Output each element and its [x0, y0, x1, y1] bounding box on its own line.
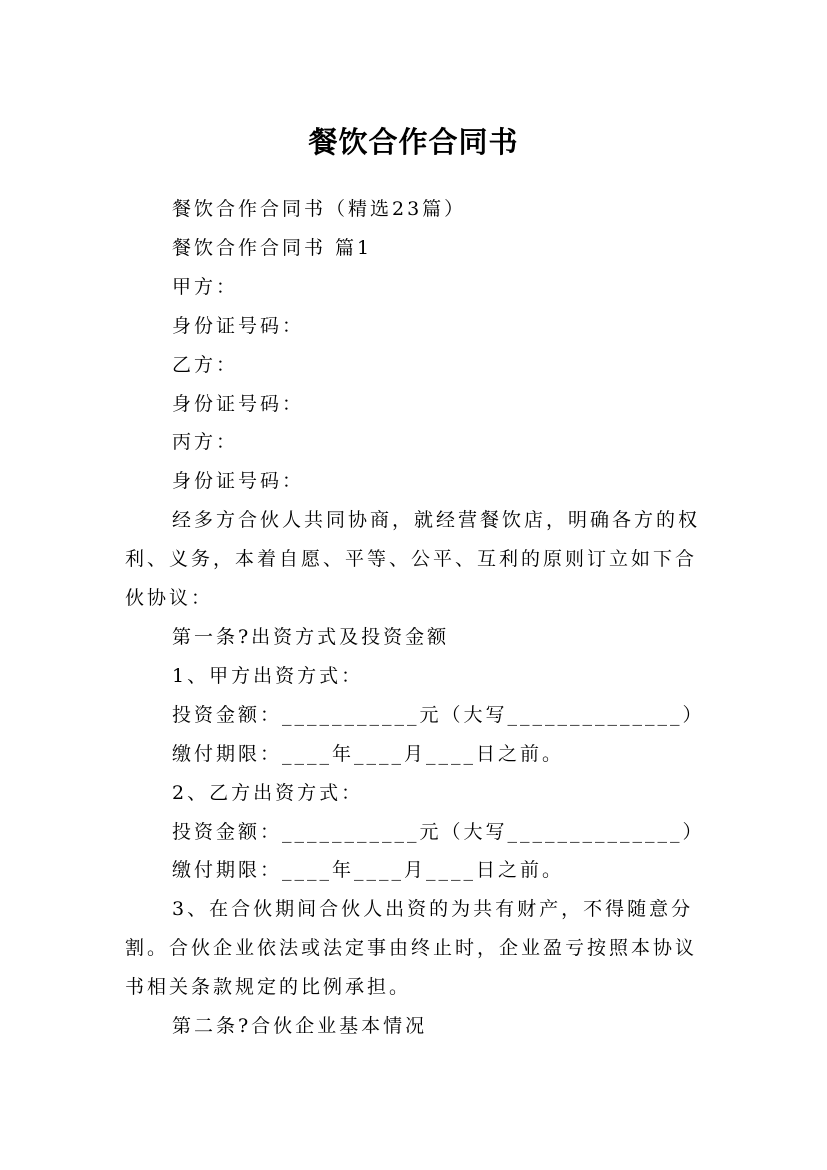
document-title: 餐饮合作合同书 [308, 125, 519, 160]
paragraph: 甲方： [172, 275, 239, 298]
paragraph: 身份证号码： [172, 392, 305, 415]
section-heading: 第一条?出资方式及投资金额 [172, 625, 450, 648]
paragraph: 身份证号码： [172, 314, 305, 337]
paragraph: 身份证号码： [172, 470, 305, 493]
paragraph: 1、甲方出资方式： [172, 664, 364, 687]
paragraph: 投资金额：___________元（大写______________） [172, 820, 705, 843]
section-heading: 第二条?合伙企业基本情况 [172, 1015, 428, 1038]
paragraph: 经多方合伙人共同协商，就经营餐饮店，明确各方的权利、义务，本着自愿、平等、公平、互利的原则订立如下合伙协议： [125, 509, 701, 610]
paragraph: 餐饮合作合同书（精选23篇） [172, 198, 467, 220]
paragraph: 2、乙方出资方式： [172, 781, 364, 804]
paragraph: 缴付期限：____年____月____日之前。 [172, 742, 565, 765]
paragraph: 乙方： [172, 353, 239, 376]
document-body [125, 190, 705, 1046]
paragraph: 餐饮合作合同书 篇1 [172, 236, 373, 259]
paragraph: 丙方： [172, 431, 239, 454]
paragraph: 投资金额：___________元（大写______________） [172, 703, 705, 726]
paragraph: 3、在合伙期间合伙人出资的为共有财产，不得随意分割。合伙企业依法或法定事由终止时，企业盈亏按照本协议书相关条款规定的比例承担。 [125, 898, 698, 999]
paragraph: 缴付期限：____年____月____日之前。 [172, 859, 565, 882]
